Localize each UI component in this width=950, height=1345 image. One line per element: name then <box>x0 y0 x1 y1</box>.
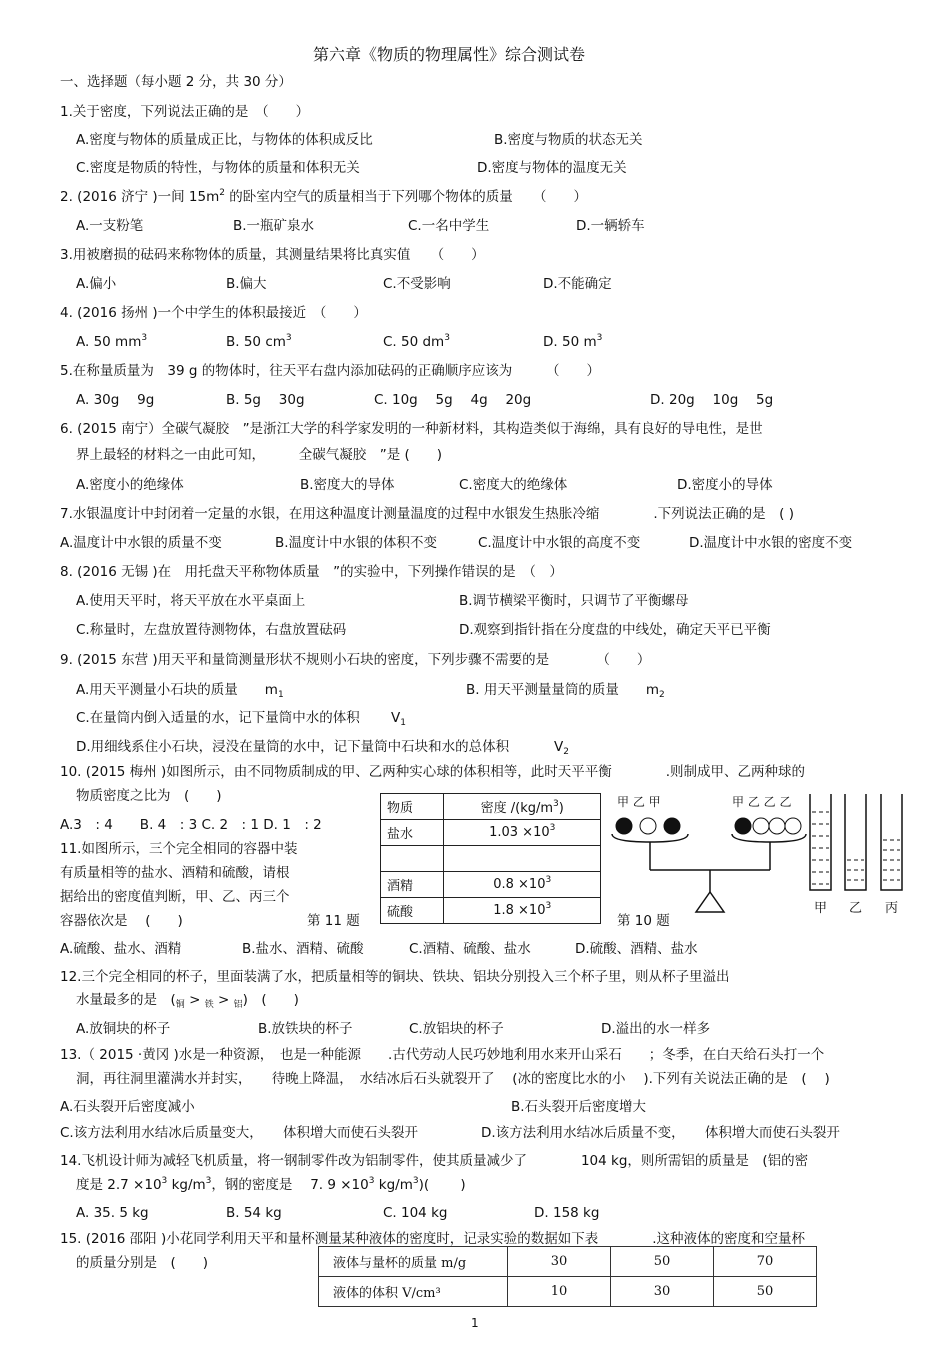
containers-figure <box>805 790 913 920</box>
table-row-label: 液体与量杯的质量 m/g <box>319 1247 508 1277</box>
q9-option-d: D.用细线系住小石块，浸没在量筒的水中，记下量筒中石块和水的总体积 $V_2$ <box>76 739 569 757</box>
q1-option-b: B.密度与物质的状态无关 <box>494 132 643 148</box>
left-pan <box>612 834 688 842</box>
container-jia <box>810 794 831 890</box>
table-cell: 10 <box>508 1277 611 1307</box>
q8-option-b: B.调节横梁平衡时，只调节了平衡螺母 <box>459 593 689 609</box>
table-cell: 30 <box>508 1247 611 1277</box>
fig10-left-labels: 甲 乙 甲 <box>617 795 661 809</box>
q8-option-d: D.观察到指针指在分度盘的中线处，确定天平已平衡 <box>459 622 771 638</box>
table-row <box>381 820 601 846</box>
q13-stem-line2: 洞，再往洞里灌满水并封实， 待晚上降温， 水结冰后石头就裂开了 (冰的密度比水的小 ).下列有关说法正确的是 ( ) <box>76 1071 830 1087</box>
q10-options: A.3 : 4 B. 4 : 3 C. 2 : 1 D. 1 : 2 <box>60 817 322 833</box>
q7-stem: 7.水银温度计中封闭着一定量的水银，在用这种温度计测量温度的过程中水银发生热胀冷缩 .下列说法正确的是 ( ) <box>60 506 794 522</box>
q12-stem-line1: 12.三个完全相同的杯子，里面装满了水，把质量相等的铜块、铁块、铝块分别投入三个杯子里，则从杯子里溢出 <box>60 969 730 985</box>
q7-option-b: B.温度计中水银的体积不变 <box>275 535 438 551</box>
q11-stem-line3: 据给出的密度值判断，甲、乙、丙三个 <box>60 889 290 905</box>
q13-option-c: C.该方法利用水结冰后质量变大， 体积增大而使石头裂开 <box>60 1125 418 1141</box>
q1-stem: 1.关于密度，下列说法正确的是 （ ） <box>60 104 310 120</box>
q13-option-d: D.该方法利用水结冰后质量不变， 体积增大而使石头裂开 <box>481 1125 840 1141</box>
q8-option-a: A.使用天平时，将天平放在水平桌面上 <box>76 593 306 609</box>
table-cell: 盐水 <box>381 820 444 846</box>
table-cell: 30 <box>611 1277 714 1307</box>
q14-option-d: D. 158 kg <box>534 1205 600 1221</box>
q9-option-b: B. 用天平测量量筒的质量 $m_2$ <box>466 682 665 700</box>
fig11-caption: 第 11 题 <box>307 913 360 929</box>
q14-option-b: B. 54 kg <box>226 1205 282 1221</box>
fulcrum <box>696 892 724 912</box>
q11-stem-line4: 容器依次是 ( ) <box>60 913 183 929</box>
q10-stem-line2: 物质密度之比为 ( ) <box>76 788 222 804</box>
q3-option-b: B.偏大 <box>226 276 267 292</box>
q4-option-d: D. 50 $m^3$ <box>543 333 603 350</box>
q2-option-c: C.一名中学生 <box>408 218 490 234</box>
q9-option-c: C.在量筒内倒入适量的水，记下量筒中水的体积 $V_1$ <box>76 710 406 728</box>
q7-option-d: D.温度计中水银的密度不变 <box>689 535 853 551</box>
q11-option-d: D.硫酸、酒精、盐水 <box>575 941 698 957</box>
table-row <box>319 1277 817 1307</box>
q9-option-a: A.用天平测量小石块的质量 $m_1$ <box>76 682 284 700</box>
left-pan-balls <box>616 818 680 834</box>
q3-option-c: C.不受影响 <box>383 276 451 292</box>
density-table <box>380 793 601 924</box>
q6-option-d: D.密度小的导体 <box>677 477 773 493</box>
q12-stem-line2: 水量最多的是 $(_铜 > _铁 > _铝)$ ( ) <box>76 992 299 1010</box>
q6-option-c: C.密度大的绝缘体 <box>459 477 568 493</box>
q11-option-a: A.硫酸、盐水、酒精 <box>60 941 182 957</box>
container-bing <box>881 794 902 890</box>
q5-option-b: B. 5g 30g <box>226 392 305 408</box>
fig10-caption: 第 10 题 <box>617 913 670 929</box>
q5-option-a: A. 30g 9g <box>76 392 155 408</box>
q5-option-c: C. 10g 5g 4g 20g <box>374 392 532 408</box>
table-cell: 酒精 <box>381 872 444 898</box>
table-row <box>319 1247 817 1277</box>
q11-stem-line1: 11.如图所示，三个完全相同的容器中装 <box>60 841 298 857</box>
table-row <box>381 794 601 820</box>
table-cell: 硫酸 <box>381 898 444 924</box>
q6-stem-line2: 界上最轻的材料之一由此可知， 全碳气凝胶 ”是 ( ) <box>76 447 443 463</box>
right-pan <box>732 834 806 842</box>
table-cell <box>381 846 444 872</box>
container-label: 乙 <box>849 901 863 916</box>
page-title: 第六章《物质的物理属性》综合测试卷 <box>313 45 586 64</box>
q1-option-a: A.密度与物体的质量成正比，与物体的体积成反比 <box>76 132 373 148</box>
fig10-right-labels: 甲 乙 乙 乙 <box>732 795 792 809</box>
q14-option-c: C. 104 kg <box>383 1205 448 1221</box>
q11-option-b: B.盐水、酒精、硫酸 <box>242 941 364 957</box>
q2-stem: 2. (2016 济宁 )一间 $15m^2$ 的卧室内空气的质量相当于下列哪个物体的质量 （ ） <box>60 188 588 205</box>
section-heading: 一、选择题（每小题 2 分，共 30 分） <box>60 74 292 90</box>
table-cell: $1.8 \times 10^3$ <box>444 898 601 924</box>
q3-option-d: D.不能确定 <box>543 276 612 292</box>
q3-stem: 3.用被磨损的砝码来称物体的质量，其测量结果将比真实值 （ ） <box>60 247 485 263</box>
q11-option-c: C.酒精、硫酸、盐水 <box>409 941 531 957</box>
q5-stem: 5.在称量质量为 39 g 的物体时，往天平右盘内添加砝码的正确顺序应该为 （ ） <box>60 363 600 379</box>
q12-option-b: B.放铁块的杯子 <box>258 1021 353 1037</box>
q15-stem-line1: 15. (2016 邵阳 )小花同学利用天平和量杯测量某种液体的密度时，记录实验的数据如下表 .这种液体的密度和空量杯 <box>60 1231 806 1247</box>
table-header-density: 密度 $/(kg/m^3)$ <box>444 794 601 820</box>
table-cell: 70 <box>714 1247 817 1277</box>
q12-option-d: D.溢出的水一样多 <box>601 1021 711 1037</box>
table-row <box>381 898 601 924</box>
q6-option-b: B.密度大的导体 <box>300 477 395 493</box>
liquid-data-table <box>318 1246 817 1307</box>
table-cell: 50 <box>714 1277 817 1307</box>
q8-option-c: C.称量时，左盘放置待测物体，右盘放置砝码 <box>76 622 347 638</box>
q3-option-a: A.偏小 <box>76 276 117 292</box>
q13-stem-line1: 13.（ 2015 ·黄冈 )水是一种资源， 也是一种能源 .古代劳动人民巧妙地利用水来开山采石 ；冬季，在白天给石头打一个 <box>60 1047 825 1063</box>
q1-option-d: D.密度与物体的温度无关 <box>477 160 627 176</box>
container-yi <box>845 794 866 890</box>
q5-option-d: D. 20g 10g 5g <box>650 392 774 408</box>
table-row-label: 液体的体积 V/cm³ <box>319 1277 508 1307</box>
table-cell: $1.03 \times 10^3$ <box>444 820 601 846</box>
page-number: 1 <box>471 1316 479 1330</box>
q13-option-b: B.石头裂开后密度增大 <box>511 1099 647 1115</box>
q12-option-c: C.放铝块的杯子 <box>409 1021 504 1037</box>
q4-option-b: B. 50 $cm^3$ <box>226 333 292 350</box>
container-label: 丙 <box>885 901 899 916</box>
q13-option-a: A.石头裂开后密度减小 <box>60 1099 195 1115</box>
q2-option-b: B.一瓶矿泉水 <box>233 218 315 234</box>
table-header-substance: 物质 <box>381 794 444 820</box>
container-label: 甲 <box>814 901 828 916</box>
balance-figure <box>610 792 808 916</box>
table-cell <box>444 846 601 872</box>
q1-option-c: C.密度是物质的特性，与物体的质量和体积无关 <box>76 160 360 176</box>
q4-option-c: C. 50 $dm^3$ <box>383 333 450 350</box>
q4-stem: 4. (2016 扬州 )一个中学生的体积最接近 （ ） <box>60 305 367 321</box>
q6-stem-line1: 6. (2015 南宁）全碳气凝胶 ”是浙江大学的科学家发明的一种新材料，其构造类似于海绵，具有良好的导电性，是世 <box>60 421 763 437</box>
q14-option-a: A. 35. 5 kg <box>76 1205 149 1221</box>
table-cell: $0.8 \times 10^3$ <box>444 872 601 898</box>
table-row <box>381 872 601 898</box>
q4-option-a: A. 50 $mm^3$ <box>76 333 148 350</box>
q2-option-a: A.一支粉笔 <box>76 218 144 234</box>
q7-option-c: C.温度计中水银的高度不变 <box>478 535 641 551</box>
q10-stem-line1: 10. (2015 梅州 )如图所示，由不同物质制成的甲、乙两种实心球的体积相等，此时天平平衡 .则制成甲、乙两种球的 <box>60 764 806 780</box>
q7-option-a: A.温度计中水银的质量不变 <box>60 535 222 551</box>
q9-stem: 9. (2015 东营 )用天平和量筒测量形状不规则小石块的密度，下列步骤不需要的是 （ ） <box>60 652 651 668</box>
q14-stem-line2: 度是 $2.7 \times 10^3$ $kg/m^3$，钢的密度是 7. $9 \times 10^3$ $kg/m^3$)( ) <box>76 1176 466 1193</box>
q15-stem-line2: 的质量分别是 ( ) <box>76 1255 209 1271</box>
right-pan-balls <box>735 818 801 834</box>
q2-option-d: D.一辆轿车 <box>576 218 645 234</box>
table-row <box>381 846 601 872</box>
q14-stem-line1: 14.飞机设计师为减轻飞机质量，将一钢制零件改为铝制零件，使其质量减少了 104 kg，则所需铝的质量是 (铝的密 <box>60 1153 809 1169</box>
q11-stem-line2: 有质量相等的盐水、酒精和硫酸，请根 <box>60 865 290 881</box>
q12-option-a: A.放铜块的杯子 <box>76 1021 171 1037</box>
q6-option-a: A.密度小的绝缘体 <box>76 477 184 493</box>
table-cell: 50 <box>611 1247 714 1277</box>
q8-stem: 8. (2016 无锡 )在 用托盘天平称物体质量 ”的实验中，下列操作错误的是 （ ） <box>60 564 563 580</box>
